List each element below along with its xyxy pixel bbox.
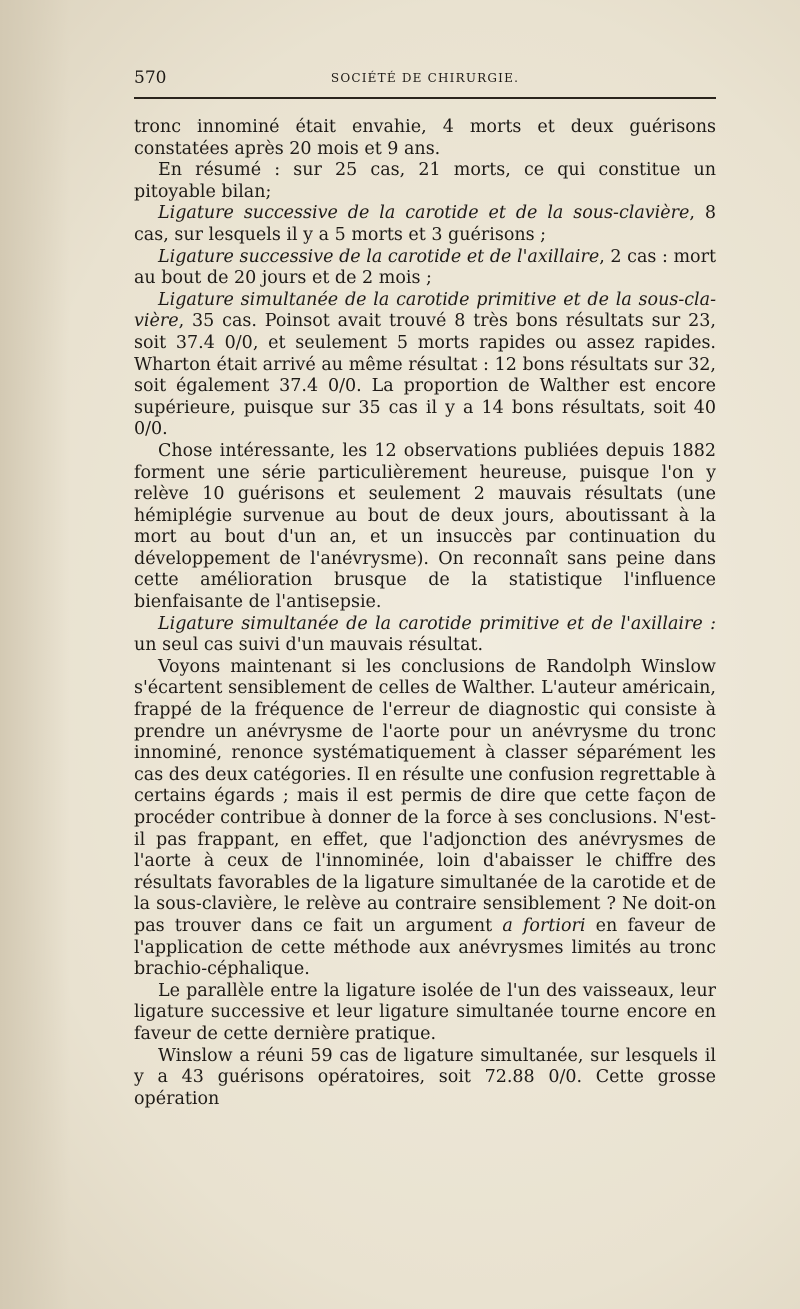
text-run: , 2 cas : mort au bout de 20 jours et de 2 mois ; bbox=[134, 246, 716, 289]
italic-run: Ligature successive de la carotide et de l'axillaire bbox=[158, 246, 600, 267]
paragraph bbox=[134, 290, 716, 441]
paragraph bbox=[134, 203, 716, 246]
paragraph bbox=[134, 160, 716, 203]
page-number: 570 bbox=[134, 68, 167, 88]
header-rule bbox=[134, 97, 716, 99]
paragraph bbox=[134, 614, 716, 657]
page-edge-shadow bbox=[0, 0, 70, 1309]
page-header bbox=[134, 68, 716, 94]
paragraph bbox=[134, 117, 716, 160]
paragraph bbox=[134, 1046, 716, 1111]
paragraph bbox=[134, 441, 716, 614]
text-run: , 35 cas. Poinsot avait trouvé 8 très bons résultats sur 23, soit 37.4 0/0, et seulement 5 morts rapides ou assez rapides. Wharton était arrivé au même résultat : 12 bons résultats sur 32, soit également 37.4 0/0. La proportion de Walther est encore supérieure, puisque sur 35 cas il y a 14 bons résultats, soit 40 0/0. bbox=[134, 311, 716, 440]
text-run: Voyons maintenant si les conclusions de Randolph Winslow s'écartent sensiblement de celles de Walther. L'auteur américain, frappé de la fréquence de l'erreur de diagnostic qui consiste à prendre un anévrysme de l'aorte pour un anévrysme du tronc innominé, renonce systématiquement à classer séparément les cas des deux catégories. Il en résulte une confusion regrettable à certains égards ; mais il est permis de dire que cette façon de procéder contribue à donner de la force à ses conclusions. N'est-il pas frappant, en effet, que l'adjonction des anévrysmes de l'aorte à ceux de l'innominée, loin d'abaisser le chiffre des résultats favorables de la ligature simultanée de la carotide et de la sous-clavière, le relève au contraire sensiblement ? Ne doit-on pas trouver dans ce fait un argument bbox=[134, 656, 716, 936]
paragraph bbox=[134, 981, 716, 1046]
text-run: Le parallèle entre la ligature isolée de l'un des vaisseaux, leur ligature successive et leur ligature simultanée tourne encore en faveur de cette dernière pratique. bbox=[134, 980, 716, 1044]
text-run: Winslow a réuni 59 cas de ligature simultanée, sur lesquels il y a 43 guérisons opératoires, soit 72.88 0/0. Cette grosse opération bbox=[134, 1045, 716, 1109]
paragraph bbox=[134, 247, 716, 290]
text-run: , 8 cas, sur lesquels il y a 5 morts et 3 guérisons ; bbox=[134, 203, 716, 245]
text-run: un seul cas suivi d'un mauvais résultat. bbox=[134, 635, 484, 656]
italic-run: a fortiori bbox=[502, 915, 586, 936]
italic-run: Ligature successive de la carotide et de la sous-clavière bbox=[158, 203, 690, 224]
body-text bbox=[134, 117, 716, 1110]
text-run: Chose intéressante, les 12 observations publiées depuis 1882 forment une série particulièrement heureuse, puisque l'on y relève 10 guérisons et seulement 2 mauvais résultats (une hémiplégie survenue au bout de deux jours, aboutissant à la mort au bout d'un an, et un insuccès par continuation du développement de l'anévrysme). On reconnaît sans peine dans cette amélioration brusque de la statistique l'influence bienfaisante de l'antisepsie. bbox=[134, 440, 716, 613]
paragraph bbox=[134, 657, 716, 981]
text-run: En résumé : sur 25 cas, 21 morts, ce qui constitue un pitoyable bilan; bbox=[134, 160, 716, 202]
italic-run: Ligature simultanée de la carotide primitive et de la sous-clavière bbox=[134, 289, 716, 332]
text-run: en faveur de l'application de cette méthode aux anévrysmes limités au tronc brachio-céphalique. bbox=[134, 915, 716, 980]
italic-run: Ligature simultanée de la carotide primitive et de l'axillaire : bbox=[158, 613, 716, 634]
text-run: tronc innominé était envahie, 4 morts et deux guérisons constatées après 20 mois et 9 ans. bbox=[134, 117, 716, 159]
running-head: SOCIÉTÉ DE CHIRURGIE. bbox=[330, 71, 520, 85]
